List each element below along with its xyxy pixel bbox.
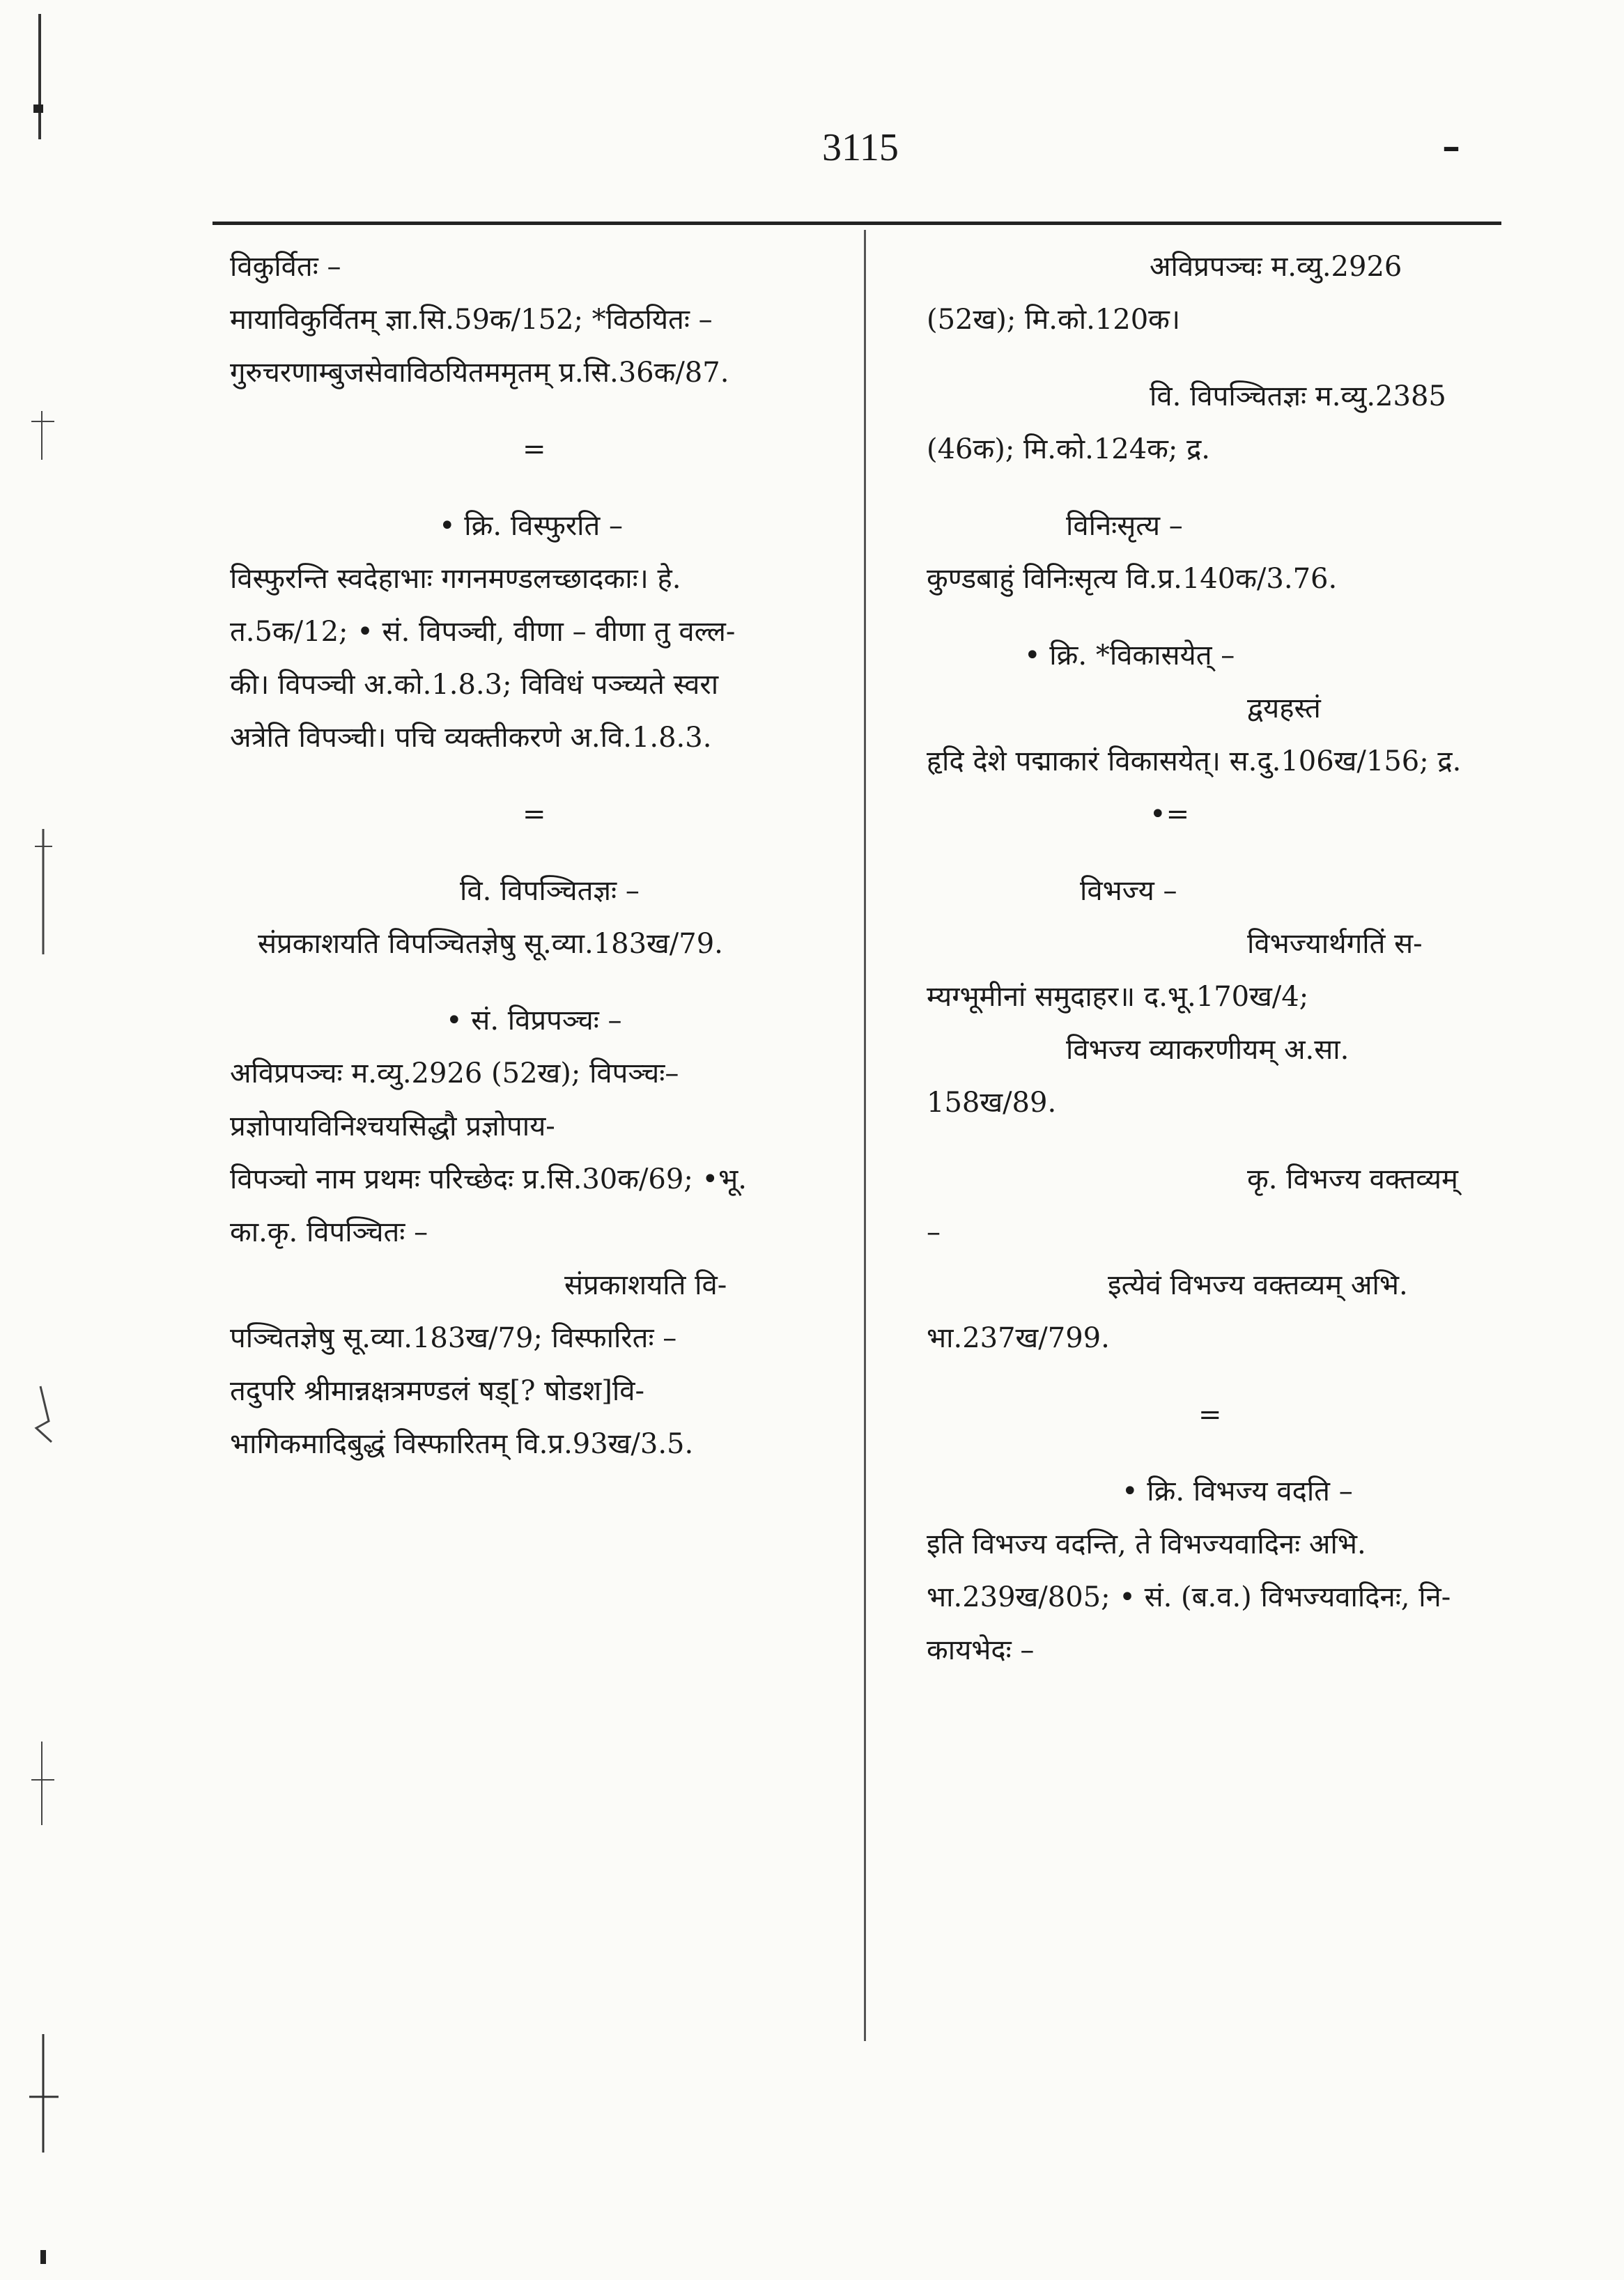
dictionary-entry [899, 1153, 1498, 1365]
dictionary-entry [899, 499, 1498, 605]
entry-line: गुरुचरणाम्बुजसेवाविठयितममृतम् प्र.सि.36क/87. [230, 357, 729, 389]
header-rule [212, 222, 1501, 225]
entry-line: (52ख); मि.को.120क। [927, 304, 1181, 336]
left-column [230, 240, 857, 1494]
entry-line: भागिकमादिबुद्धं विस्फारितम् वि.प्र.93ख/3.5. [230, 1428, 694, 1460]
running-head: – [1442, 125, 1460, 168]
dictionary-entry [230, 994, 857, 1471]
entry-line: संप्रकाशयति वि- [564, 1269, 727, 1301]
entry-line: तदुपरि श्रीमान्नक्षत्रमण्डलं षड्[? षोडश]वि- [230, 1375, 644, 1407]
entry-line: (46क); मि.को.124क; द्र. [927, 433, 1211, 465]
entry-line: कुण्डबाहुं विनिःसृत्य वि.प्र.140क/3.76. [927, 563, 1338, 595]
dictionary-entry [230, 423, 857, 476]
entry-line: विभज्यार्थगतिं स- [1247, 928, 1423, 960]
entry-line: पञ्चितज्ञेषु सू.व्या.183ख/79; विस्फारितः – [230, 1322, 677, 1354]
entry-line: • क्रि. विभज्य वदति – [1122, 1475, 1353, 1507]
page-number: 3115 [822, 126, 899, 169]
entry-line: इति विभज्य वदन्ति, ते विभज्यवादिनः अभि. [927, 1528, 1366, 1560]
entry-line: हृदि देशे पद्माकारं विकासयेत्। स.दु.106ख/156; द्र. [927, 745, 1462, 777]
dictionary-entry [230, 788, 857, 841]
dictionary-entry [899, 240, 1498, 346]
entry-line: विभज्य – [1080, 875, 1177, 907]
entry-line: • क्रि. *विकासयेत् – [1024, 639, 1235, 672]
entry-line: • सं. विप्रपञ्चः – [446, 1005, 622, 1037]
entry-line: = [523, 433, 546, 465]
entry-line: = [523, 798, 546, 830]
entry-line: विस्फुरन्ति स्वदेहाभाः गगनमण्डलच्छादकाः। हे. [230, 563, 681, 595]
entry-line: अत्रेति विपञ्ची। पचि व्यक्तीकरणे अ.वि.1.8.3. [230, 722, 712, 754]
dictionary-entry [899, 1388, 1498, 1441]
dictionary-entry [899, 370, 1498, 476]
entry-line: वि. विपञ्चितज्ञः म.व्यु.2385 [1150, 380, 1446, 412]
entry-line: म्यग्भूमीनां समुदाहर॥ द.भू.170ख/4; [927, 981, 1309, 1013]
entry-line: विनिःसृत्य – [1066, 510, 1183, 542]
entry-line: का.कृ. विपञ्चितः – [230, 1216, 428, 1248]
entry-line: = [1198, 1399, 1222, 1431]
dictionary-entry [230, 499, 857, 764]
column-divider [864, 230, 866, 2041]
entry-line: इत्येवं विभज्य वक्तव्यम् अभि. [1108, 1269, 1408, 1301]
dictionary-entry [899, 629, 1498, 841]
entry-line: विकुर्वितः – [230, 251, 341, 283]
entry-line: कृ. विभज्य वक्तव्यम् [1247, 1163, 1458, 1195]
entry-line: विपञ्चो नाम प्रथमः परिच्छेदः प्र.सि.30क/69; •भू. [230, 1163, 747, 1195]
entry-line: कायभेदः – [927, 1634, 1035, 1666]
dictionary-entry [899, 864, 1498, 1129]
entry-line: वि. विपञ्चितज्ञः – [460, 875, 640, 907]
entry-line: भा.237ख/799. [927, 1322, 1110, 1354]
entry-line: मायाविकुर्वितम् ज्ञा.सि.59क/152; *विठयितः – [230, 304, 713, 336]
entry-line: द्वयहस्तं [1247, 692, 1321, 724]
entry-line: की। विपञ्ची अ.को.1.8.3; विविधं पञ्च्यते स्वरा [230, 669, 719, 701]
entry-line: अविप्रपञ्चः म.व्यु.2926 [1150, 251, 1402, 283]
entry-line: भा.239ख/805; • सं. (ब.व.) विभज्यवादिनः, नि- [927, 1581, 1451, 1613]
right-column [899, 240, 1498, 1700]
entry-line: •= [1150, 798, 1190, 830]
dictionary-entry [899, 1465, 1498, 1677]
entry-line: 158ख/89. [927, 1087, 1057, 1119]
entry-line: विभज्य व्याकरणीयम् अ.सा. [1066, 1034, 1350, 1066]
entry-line: – [927, 1216, 941, 1248]
dictionary-entry [230, 240, 857, 399]
entry-line: • क्रि. विस्फुरति – [439, 510, 624, 542]
entry-line: अविप्रपञ्चः म.व्यु.2926 (52ख); विपञ्चः– [230, 1057, 679, 1089]
entry-line: त.5क/12; • सं. विपञ्ची, वीणा – वीणा तु वल्ल- [230, 616, 736, 648]
scan-margin-marks [0, 0, 84, 2280]
entry-line: प्रज्ञोपायविनिश्चयसिद्धौ प्रज्ञोपाय- [230, 1110, 555, 1142]
entry-line: संप्रकाशयति विपञ्चितज्ञेषु सू.व्या.183ख/79. [258, 928, 723, 960]
dictionary-entry [230, 864, 857, 970]
